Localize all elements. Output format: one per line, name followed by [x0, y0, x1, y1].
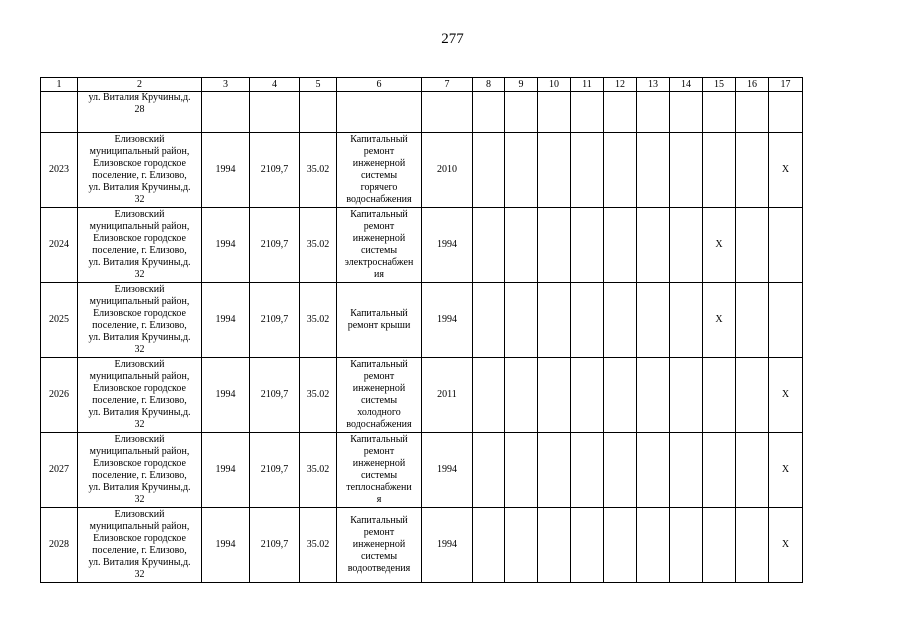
page-number: 277	[441, 31, 464, 47]
table-row	[41, 358, 803, 433]
table-cell	[473, 283, 505, 358]
table-cell	[571, 92, 604, 133]
header-cell: 4	[250, 78, 300, 92]
header-cell: 16	[736, 78, 769, 92]
mark-cell-15: X	[703, 208, 736, 283]
table-cell	[538, 92, 571, 133]
table-row	[41, 433, 803, 508]
header-cell: 11	[571, 78, 604, 92]
table-cell	[571, 433, 604, 508]
table-cell	[670, 508, 703, 583]
year-cell: 1994	[202, 433, 250, 508]
code-cell: 35.02	[300, 358, 337, 433]
code-cell: 35.02	[300, 433, 337, 508]
address-cell: Елизовский муниципальный район, Елизовское городское поселение, г. Елизово, ул. Виталия Кручины,д. 32	[78, 283, 202, 358]
table-cell	[637, 283, 670, 358]
code-cell: 35.02	[300, 133, 337, 208]
year2-cell: 1994	[422, 508, 473, 583]
header-cell: 3	[202, 78, 250, 92]
table-cell	[736, 283, 769, 358]
table-cell	[604, 508, 637, 583]
year-cell: 1994	[202, 208, 250, 283]
table-cell	[736, 508, 769, 583]
work-type-cell: Капитальный ремонт инженерной системы теплоснабжени я	[337, 433, 422, 508]
table-cell	[604, 92, 637, 133]
area-cell: 2109,7	[250, 433, 300, 508]
area-cell: 2109,7	[250, 358, 300, 433]
table-cell	[473, 133, 505, 208]
table-cell	[538, 358, 571, 433]
mark-cell-15	[703, 508, 736, 583]
table-cell	[571, 133, 604, 208]
table-cell	[736, 208, 769, 283]
table-cell	[538, 208, 571, 283]
header-cell: 1	[41, 78, 78, 92]
table-cell	[604, 283, 637, 358]
table-cell	[422, 92, 473, 133]
register-table	[40, 77, 803, 583]
address-cell: Елизовский муниципальный район, Елизовское городское поселение, г. Елизово, ул. Виталия Кручины,д. 32	[78, 358, 202, 433]
table-cell	[736, 433, 769, 508]
table-cell	[473, 208, 505, 283]
address-cell: Елизовский муниципальный район, Елизовское городское поселение, г. Елизово, ул. Виталия Кручины,д. 32	[78, 433, 202, 508]
code-cell: 35.02	[300, 208, 337, 283]
header-cell: 2	[78, 78, 202, 92]
row-number-cell: 2024	[41, 208, 78, 283]
table-cell	[538, 508, 571, 583]
row-number-cell: 2025	[41, 283, 78, 358]
table-cell	[473, 433, 505, 508]
table-cell	[604, 208, 637, 283]
mark-cell-15	[703, 358, 736, 433]
table-cell	[473, 358, 505, 433]
address-cell: ул. Виталия Кручины,д. 28	[78, 92, 202, 133]
work-type-cell: Капитальный ремонт крыши	[337, 283, 422, 358]
table-cell	[571, 508, 604, 583]
mark-cell-17: X	[769, 508, 803, 583]
table-cell	[670, 133, 703, 208]
table-cell	[670, 92, 703, 133]
area-cell: 2109,7	[250, 133, 300, 208]
row-number-cell: 2027	[41, 433, 78, 508]
header-row	[41, 78, 803, 92]
table-cell	[769, 92, 803, 133]
table-cell	[637, 133, 670, 208]
header-cell: 7	[422, 78, 473, 92]
mark-cell-15: X	[703, 283, 736, 358]
table-row	[41, 508, 803, 583]
work-type-cell: Капитальный ремонт инженерной системы водоотведения	[337, 508, 422, 583]
table-cell	[604, 133, 637, 208]
header-cell: 9	[505, 78, 538, 92]
table-row	[41, 208, 803, 283]
table-cell	[505, 133, 538, 208]
table-cell	[571, 208, 604, 283]
table-cell	[538, 283, 571, 358]
table-cell	[505, 92, 538, 133]
mark-cell-15	[703, 133, 736, 208]
table-row	[41, 283, 803, 358]
header-cell: 6	[337, 78, 422, 92]
code-cell: 35.02	[300, 508, 337, 583]
table-cell	[637, 433, 670, 508]
year2-cell: 1994	[422, 208, 473, 283]
table-cell	[505, 358, 538, 433]
table-cell	[41, 92, 78, 133]
header-cell: 10	[538, 78, 571, 92]
year2-cell: 1994	[422, 283, 473, 358]
year2-cell: 2010	[422, 133, 473, 208]
year-cell: 1994	[202, 508, 250, 583]
table-cell	[473, 92, 505, 133]
header-cell: 5	[300, 78, 337, 92]
row-number-cell: 2026	[41, 358, 78, 433]
area-cell: 2109,7	[250, 283, 300, 358]
year-cell: 1994	[202, 283, 250, 358]
table-cell	[604, 433, 637, 508]
table-cell	[736, 92, 769, 133]
table-cell	[604, 358, 637, 433]
year-cell: 1994	[202, 133, 250, 208]
mark-cell-17: X	[769, 358, 803, 433]
table-cell	[670, 208, 703, 283]
year2-cell: 1994	[422, 433, 473, 508]
year-cell: 1994	[202, 358, 250, 433]
header-cell: 8	[473, 78, 505, 92]
work-type-cell: Капитальный ремонт инженерной системы холодного водоснабжения	[337, 358, 422, 433]
table-cell	[505, 433, 538, 508]
table-cell	[670, 358, 703, 433]
table-cell	[202, 92, 250, 133]
year2-cell: 2011	[422, 358, 473, 433]
work-type-cell: Капитальный ремонт инженерной системы горячего водоснабжения	[337, 133, 422, 208]
table-cell	[637, 358, 670, 433]
code-cell: 35.02	[300, 283, 337, 358]
table-cell	[637, 208, 670, 283]
header-cell: 15	[703, 78, 736, 92]
table-cell	[637, 508, 670, 583]
area-cell: 2109,7	[250, 508, 300, 583]
continuation-row	[41, 92, 803, 133]
mark-cell-15	[703, 433, 736, 508]
mark-cell-17: X	[769, 433, 803, 508]
table-cell	[505, 208, 538, 283]
mark-cell-17	[769, 208, 803, 283]
address-cell: Елизовский муниципальный район, Елизовское городское поселение, г. Елизово, ул. Виталия Кручины,д. 32	[78, 508, 202, 583]
table-cell	[505, 508, 538, 583]
work-type-cell: Капитальный ремонт инженерной системы электроснабжен ия	[337, 208, 422, 283]
table-cell	[473, 508, 505, 583]
address-cell: Елизовский муниципальный район, Елизовское городское поселение, г. Елизово, ул. Виталия Кручины,д. 32	[78, 133, 202, 208]
mark-cell-17: X	[769, 133, 803, 208]
row-number-cell: 2023	[41, 133, 78, 208]
table-row	[41, 133, 803, 208]
table-cell	[250, 92, 300, 133]
table-cell	[670, 433, 703, 508]
table-cell	[736, 133, 769, 208]
area-cell: 2109,7	[250, 208, 300, 283]
header-cell: 13	[637, 78, 670, 92]
table-cell	[670, 283, 703, 358]
header-cell: 12	[604, 78, 637, 92]
header-cell: 14	[670, 78, 703, 92]
table-cell	[571, 358, 604, 433]
table-cell	[703, 92, 736, 133]
table-cell	[505, 283, 538, 358]
address-cell: Елизовский муниципальный район, Елизовское городское поселение, г. Елизово, ул. Виталия Кручины,д. 32	[78, 208, 202, 283]
table-cell	[300, 92, 337, 133]
table-cell	[337, 92, 422, 133]
table-cell	[538, 433, 571, 508]
table-cell	[736, 358, 769, 433]
row-number-cell: 2028	[41, 508, 78, 583]
table-cell	[571, 283, 604, 358]
table-cell	[637, 92, 670, 133]
mark-cell-17	[769, 283, 803, 358]
header-cell: 17	[769, 78, 803, 92]
table-cell	[538, 133, 571, 208]
